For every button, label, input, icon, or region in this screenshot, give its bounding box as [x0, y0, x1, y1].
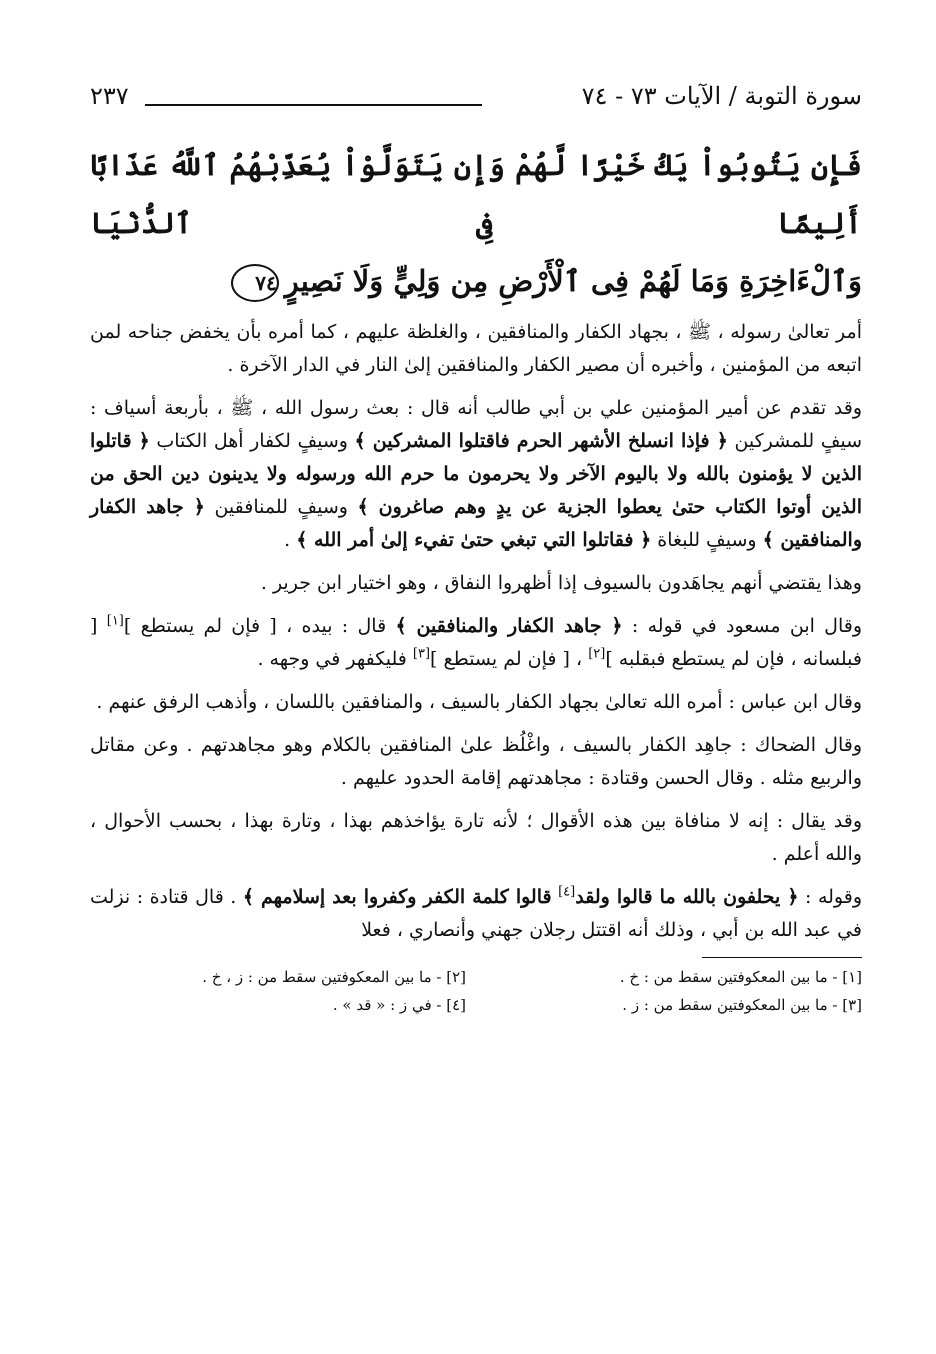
p2-quote-4: ﴿ فقاتلوا التي تبغي حتىٰ تفيء إلىٰ أمر الله ﴾ — [296, 529, 652, 551]
p8-text-1: وقوله : — [805, 886, 862, 908]
verse-line-1: فَإِن يَتُوبُواْ يَكُ خَيْرًا لَّهُمْ وَإِن يَتَوَلَّوْاْ يُعَذِّبْهُمُ ٱللَّهُ عَذَابًا أَلِيمًا فِى ٱلدُّنْيَا — [90, 148, 862, 240]
p8-quote-1: ﴿ يحلفون بالله ما قالوا ولقد — [575, 886, 799, 908]
paragraph-6: وقال الضحاك : جاهِد الكفار بالسيف ، واغْلُظ علىٰ المنافقين بالكلام وهو مجاهدتهم . وعن مقاتل والربيع مثله . وقال الحسن وقتادة : مجاهدتهم إقامة الحدود عليهم . — [90, 734, 862, 789]
paragraph-8 — [90, 881, 862, 947]
footnote-ref-4[interactable]: [٤] — [558, 884, 576, 900]
footnote-separator — [702, 957, 862, 958]
book-page — [90, 82, 862, 1014]
footnote-ref-3[interactable]: [٣] — [412, 646, 431, 662]
paragraph-5: وقال ابن عباس : أمره الله تعالىٰ بجهاد الكفار بالسيف ، والمنافقين باللسان ، وأذهب الرفق عنهم . — [96, 691, 862, 713]
footnote-2: [٢] - ما بين المعكوفتين سقط من : ز ، خ . — [202, 968, 466, 986]
p4-text-3: [ فبلسانه ، فإن لم يستطع فبقلبه ] — [90, 615, 862, 670]
paragraph-7: وقد يقال : إنه لا منافاة بين هذه الأقوال ؛ لأنه تارة يؤاخذهم بهذا ، وتارة بهذا ، بحسب الأحوال ، والله أعلم . — [90, 810, 862, 865]
ayah-number-mark: ٧٤ — [231, 264, 279, 302]
p2-text-3: وسيفٍ للمنافقين — [214, 496, 348, 518]
p4-text-1: وقال ابن مسعود في قوله : — [631, 615, 863, 637]
p4-text-2: قال : بيده ، [ فإن لم يستطع ] — [123, 615, 387, 637]
p4-text-4: ، [ فإن لم يستطع ] — [430, 648, 583, 670]
paragraph-1: أمر تعالىٰ رسوله ، ﷺ ، بجهاد الكفار والمنافقين ، والغلظة عليهم ، كما أمره بأن يخفض جناحه لمن اتبعه من المؤمنين ، وأخبره أن مصير الكفار والمنافقين إلىٰ النار في الدار الآخرة . — [90, 321, 862, 376]
footnote-ref-1[interactable]: [١] — [106, 613, 124, 629]
p2-quote-3: ﴿ جاهد الكفار والمنافقين ﴾ — [90, 496, 862, 551]
p4-text-5: فليكفهر في وجهه . — [257, 648, 407, 670]
footnote-1: [١] - ما بين المعكوفتين سقط من : خ . — [619, 968, 862, 986]
p2-text-5: . — [284, 529, 291, 551]
verse-line-2 — [90, 252, 862, 310]
p2-text-1: وقد تقدم عن أمير المؤمنين علي بن أبي طالب أنه قال : بعث رسول الله ، ﷺ ، بأربعة أسياف : سيفٍ للمشركين — [90, 397, 863, 452]
paragraph-2 — [90, 392, 862, 557]
page-header — [90, 82, 862, 122]
p8-quote-2: قالوا كلمة الكفر وكفروا بعد إسلامهم ﴾ — [242, 886, 552, 908]
p2-quote-1: ﴿ فإذا انسلخ الأشهر الحرم فاقتلوا المشركين ﴾ — [354, 430, 728, 452]
p8-text-2: . قال قتادة : نزلت في عبد الله بن أبي ، وذلك أنه اقتتل رجلان جهني وأنصاري ، فعلا — [90, 886, 862, 941]
footnote-3: [٣] - ما بين المعكوفتين سقط من : ز . — [622, 996, 862, 1014]
footnote-4: [٤] - في ز : « قد » . — [332, 996, 466, 1014]
page-number: ٢٣٧ — [90, 82, 129, 110]
p4-quote-1: ﴿ جاهد الكفار والمنافقين ﴾ — [395, 615, 623, 637]
paragraph-3: وهذا يقتضي أنهم يجاهَدون بالسيوف إذا أظهروا النفاق ، وهو اختيار ابن جرير . — [260, 572, 862, 594]
paragraph-4 — [90, 610, 862, 676]
p2-text-2: وسيفٍ لكفار أهل الكتاب — [156, 430, 348, 452]
header-rule — [145, 104, 482, 106]
quran-verse — [90, 136, 862, 310]
footnotes — [90, 968, 862, 1014]
footnote-ref-2[interactable]: [٢] — [588, 646, 606, 662]
verse-line-2-text: وَٱلْءَاخِرَةِ وَمَا لَهُمْ فِى ٱلْأَرْضِ مِن وَلِيٍّ وَلَا نَصِيرٍ — [284, 264, 862, 298]
p2-quote-2: ﴿ قاتلوا الذين لا يؤمنون بالله ولا باليوم الآخر ولا يحرمون ما حرم الله ورسوله ولا يدينون دين الحق من الذين أوتوا الكتاب حتىٰ يعطوا الجزية عن يدٍ وهم صاغرون ﴾ — [90, 430, 863, 518]
running-title: سورة التوبة / الآيات ٧٣ - ٧٤ — [581, 82, 862, 110]
p2-text-4: وسيفٍ للبغاة — [657, 529, 757, 551]
